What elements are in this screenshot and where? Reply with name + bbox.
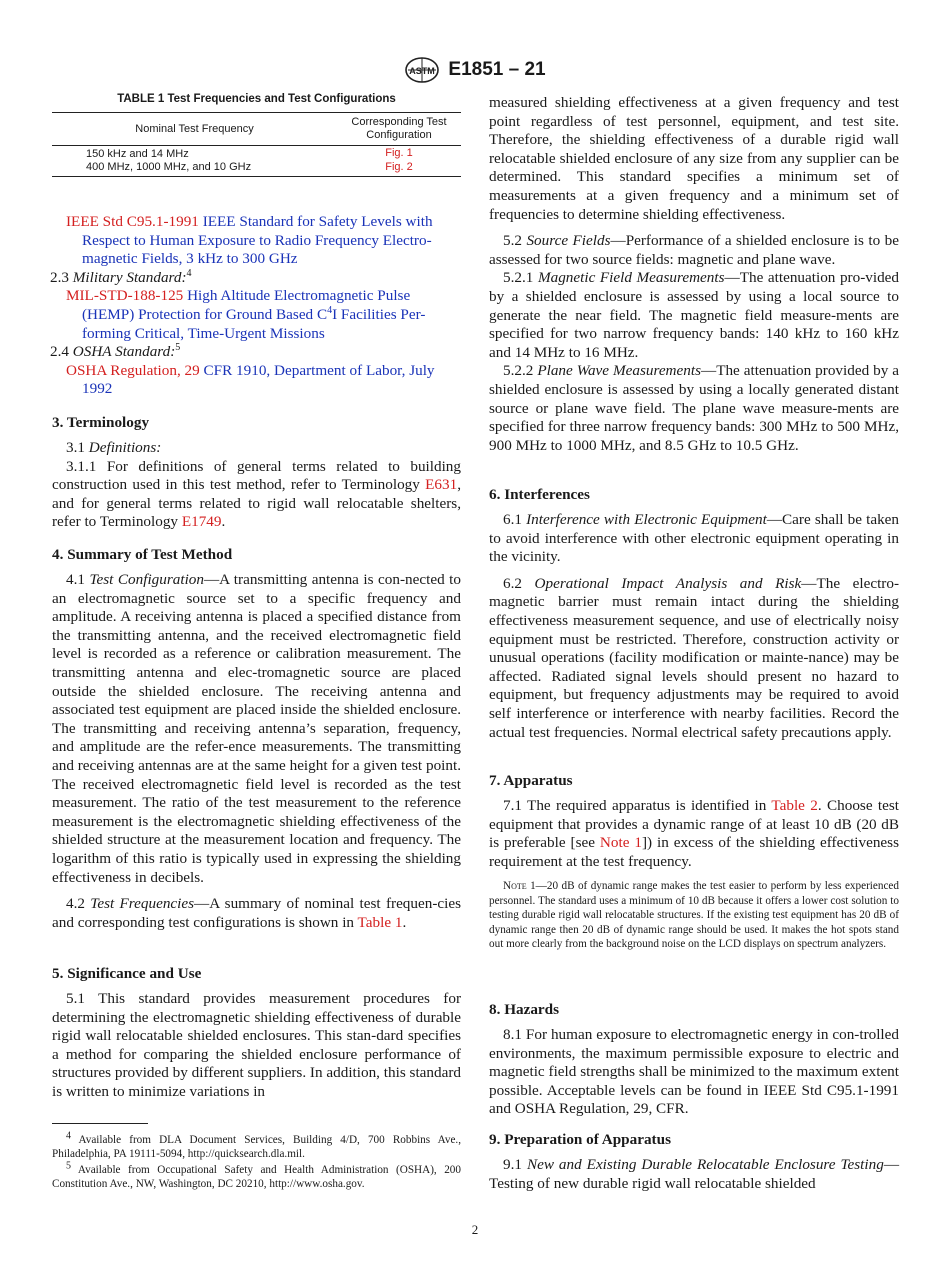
section-4: [52, 546, 461, 932]
para-6-1: 6.1 Interference with Electronic Equipment—Care shall be taken to avoid interference with other electronic equipment operating in the vicinity.: [489, 511, 899, 566]
para-3-1: 3.1 Definitions:: [66, 439, 162, 456]
page-header: [0, 56, 950, 84]
ref-ieee: [52, 213, 461, 269]
ref-osha-title-link[interactable]: CFR 1910, Department of Labor, July 1992: [82, 361, 435, 398]
section-6: [489, 486, 899, 742]
section-5-right: [489, 94, 899, 455]
section-9-heading: 9. Preparation of Apparatus: [489, 1131, 671, 1148]
ref-mil-code-link[interactable]: MIL-STD-188-125: [66, 287, 184, 305]
para-6-2: 6.2 Operational Impact Analysis and Risk—The electro-magnetic barrier must remain intact during the shielding effectiveness measurement sequence, and use of electrically noisy equipment must be restricted. Therefore, construction activity or unusual operations (facility modification or mainte-nance) may be affected. Radiated signal levels should present no hazard to equipment, but frequency adjustments may be required to avoid self interference or interference with nearby facilities. Record the actual test frequencies. Normal electrical safety precautions apply.: [489, 574, 900, 741]
section-8: [489, 1001, 899, 1119]
para-9-1: 9.1 New and Existing Durable Relocatable Enclosure Testing—Testing of new durable rigid wall relocatable shielded: [489, 1156, 899, 1192]
para-5-2: 5.2 Source Fields—Performance of a shielded enclosure is to be assessed for two source fields: magnetic and plane wave.: [489, 232, 900, 268]
para-4-2: 4.2 Test Frequencies—A summary of nominal test frequen-cies and corresponding test configurations is shown in Table 1.: [52, 895, 461, 931]
section-5-left: [52, 965, 461, 1102]
footnote-4: $^4$ Available from DLA Document Services, Building 4/D, 700 Robbins Ave., Philadelphia, PA 19111-5094, http://quicksearch.dla.mil.: [52, 1130, 461, 1160]
ref-military-heading: 2.3 Military Standard:$^4$: [50, 267, 192, 286]
para-5-1-right: measured shielding effectiveness at a given frequency and test point regardless of test personnel, equipment, and test site. Therefore, the shielding effectiveness of a durable rigid wall relocatable shielded enclosure of any size from any supplier can be determined. This standard specifies a minimum set of measurements at a given frequency and a minimum set of frequencies to determine shielding effectiveness.: [489, 94, 899, 223]
section-4-heading: 4. Summary of Test Method: [52, 546, 233, 563]
para-5-1-left: 5.1 This standard provides measurement procedures for determining the electromagnetic shielding effectiveness of durable rigid wall relocatable shielded enclosures. This stan-dard specifies a method for comparing the shielded enclosure performance of structures provided by different suppliers. In addition, this standard is written to minimize variations in: [52, 990, 461, 1100]
section-5-heading: 5. Significance and Use: [52, 965, 202, 982]
para-3-1-1: 3.1.1 For definitions of general terms related to building construction used in this test method, refer to Terminology E631, and for general terms related to rigid wall relocatable shelters, refer to Terminology E1749.: [52, 457, 461, 531]
link-e631[interactable]: E631: [425, 476, 458, 494]
para-5-2-1: 5.2.1 Magnetic Field Measurements—The attenuation pro-vided by a shielded enclosure is assessed by using a local source to generate the near field. The magnetic field measure-ments are specified for two narrow frequency bands: 140 kHz to 160 kHz and 14 MHz to 16 MHz.: [489, 269, 900, 361]
footnote-divider: [52, 1123, 148, 1124]
footnote-5: $^5$ Available from Occupational Safety and Health Administration (OSHA), 200 Constitution Ave., NW, Washington, DC 20210, http://www.osha.gov.: [52, 1160, 461, 1190]
ref-mil-std: [52, 287, 461, 343]
table-cell-config-link[interactable]: Fig. 1: [385, 147, 413, 159]
table-cell-frequency: 400 MHz, 1000 MHz, and 10 GHz: [86, 160, 252, 173]
references: [52, 213, 461, 399]
section-3: [52, 414, 461, 532]
link-note-1[interactable]: Note 1: [599, 834, 642, 852]
standard-code: E1851 – 21: [448, 59, 546, 80]
link-table-2[interactable]: Table 2: [771, 797, 818, 814]
page-number: 2: [471, 1222, 479, 1237]
footnotes: [52, 1130, 461, 1191]
ref-mil-title-link[interactable]: High Altitude Electromagnetic Pulse (HEMP) Protection for Ground Based $C^4I$ Facilities Per-forming Critical, Time-Urgent Missions: [82, 287, 426, 342]
svg-text:ASTM: ASTM: [409, 66, 436, 76]
section-3-heading: 3. Terminology: [52, 414, 150, 431]
para-8-1: 8.1 For human exposure to electromagnetic energy in con-trolled environments, the maximum permissible exposure to electric and magnetic field strengths shall be minimized to the maximum extent possible. Acceptable levels can be found in IEEE Std C95.1-1991 and OSHA Regulation, 29, CFR.: [489, 1026, 899, 1118]
ref-osha: [52, 362, 461, 399]
astm-logo: [404, 56, 440, 84]
section-8-heading: 8. Hazards: [489, 1001, 560, 1018]
table-row: [52, 146, 461, 161]
section-7-heading: 7. Apparatus: [489, 772, 573, 789]
table-header-frequency: Nominal Test Frequency: [135, 123, 254, 135]
section-9: [489, 1131, 899, 1193]
note-1: Note 1—20 dB of dynamic range makes the test easier to perform by less experienced personnel. The standard uses a minimum of 10 dB because it offers a lower cost solution to testing durable rigid wall relocatable structures. If the existing test equipment has 20 dB of dynamic range then 20 dB of dynamic range should be used. It makes the hot spots stand out more clearly from the background noise on the LCD displays on spectrum analyzers.: [489, 880, 899, 950]
table-cell-config-link[interactable]: Fig. 2: [385, 161, 413, 173]
table-1: [52, 112, 461, 177]
section-6-heading: 6. Interferences: [489, 486, 590, 503]
table-row: [52, 160, 461, 177]
para-7-1: 7.1 The required apparatus is identified in Table 2. Choose test equipment that provides a dynamic range of at least 10 dB (20 dB is preferable [see Note 1]) in excess of the shielding effectiveness requirement at the test frequency.: [489, 797, 899, 870]
para-4-1: 4.1 Test Configuration—A transmitting antenna is con-nected to an electromagnetic source set to a specific frequency and amplitude. A receiving antenna is placed a specified distance from the transmitting antenna, and the received electromagnetic field level is recorded as a reference or calibration measurement. The transmitting antenna and elec-tromagnetic source are placed outside the shielded enclosure. The receiving antenna and associated test equipment are placed inside the shielded enclosure. The transmitting and receiving antenna’s separation, frequency, and amplitude are the refer-ence measurements. The transmitting and receiving antennas are at the same height for a given test point. The received electromagnetic field level is recorded as the test measurement. The ratio of the test measurement to the reference measurement is the electromagnetic shielding effectiveness of the shielded structure at the measurement location and frequency. The logarithm of this ratio is typically used in expressing the shielding effectiveness in decibels.: [52, 571, 461, 886]
section-7: [489, 772, 899, 951]
ref-ieee-code-link[interactable]: IEEE Std C95.1-1991: [66, 213, 199, 230]
para-5-2-2: 5.2.2 Plane Wave Measurements—The attenuation provided by a shielded enclosure is assessed by using a locally generated distant source or plane wave field. The plane wave measure-ments are specified for three narrow frequency bands: 300 MHz to 500 MHz, 900 MHz to 1000 MHz, and 8.5 GHz to 10.5 GHz.: [489, 362, 899, 454]
ref-osha-heading: 2.4 OSHA Standard:$^5$: [50, 342, 181, 361]
table-caption: TABLE 1 Test Frequencies and Test Configurations: [117, 93, 396, 105]
ref-ieee-title-link[interactable]: IEEE Standard for Safety Levels with Respect to Human Exposure to Radio Frequency Electro-magnetic Fields, 3 kHz to 300 GHz: [82, 213, 433, 268]
ref-osha-code-link[interactable]: OSHA Regulation, 29: [66, 361, 200, 379]
table-cell-frequency: 150 kHz and 14 MHz: [86, 147, 189, 160]
link-table-1[interactable]: Table 1: [357, 913, 403, 931]
link-e1749[interactable]: E1749: [181, 513, 222, 531]
table-header-config: Corresponding Test Configuration: [351, 116, 447, 141]
